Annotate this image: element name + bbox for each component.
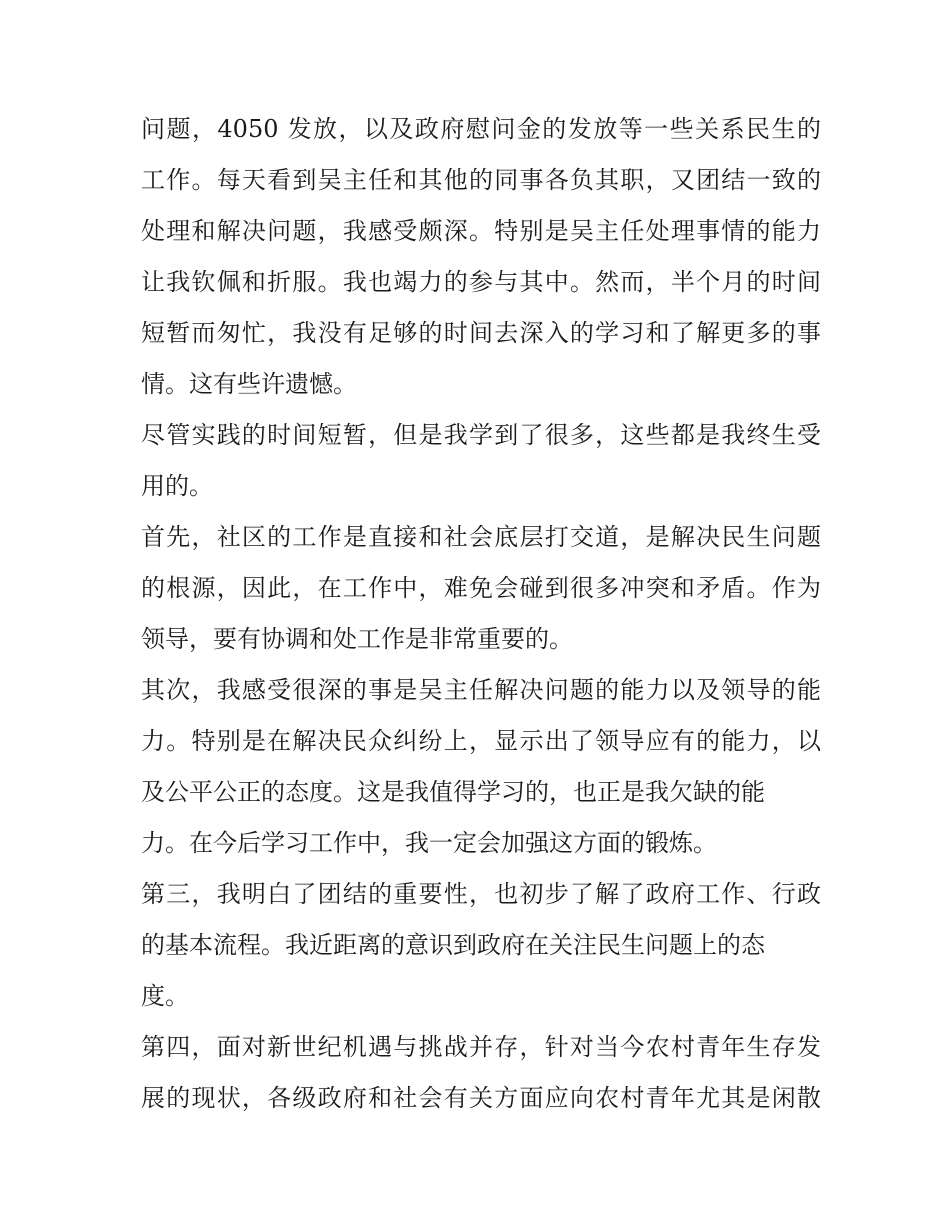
text-line: 用的。 — [141, 472, 213, 500]
text-line: 及公平公正的态度。这是我值得学习的，也正是我欠缺的能 — [141, 778, 765, 806]
text-line: 的根源，因此，在工作中，难免会碰到很多冲突和矛盾。作为 — [141, 574, 821, 602]
text-line: 力。在今后学习工作中，我一定会加强这方面的锻炼。 — [141, 829, 717, 857]
text-line: 的基本流程。我近距离的意识到政府在关注民生问题上的态 — [141, 931, 765, 959]
text-line: 第四，面对新世纪机遇与挑战并存，针对当今农村青年生存发 — [141, 1033, 821, 1061]
text-line: 让我钦佩和折服。我也竭力的参与其中。然而，半个月的时间 — [141, 268, 821, 296]
text-line: 首先，社区的工作是直接和社会底层打交道，是解决民生问题 — [141, 523, 821, 551]
text-line: 情。这有些许遗憾。 — [141, 370, 357, 398]
text-line: 尽管实践的时间短暂，但是我学到了很多，这些都是我终生受 — [141, 421, 821, 449]
text-line: 力。特别是在解决民众纠纷上，显示出了领导应有的能力，以 — [141, 727, 821, 755]
text-line: 短暂而匆忙，我没有足够的时间去深入的学习和了解更多的事 — [141, 319, 821, 347]
text-line: 问题，4050 发放，以及政府慰问金的发放等一些关系民生的 — [141, 115, 821, 143]
text-line: 其次，我感受很深的事是吴主任解决问题的能力以及领导的能 — [141, 676, 821, 704]
document-body — [141, 104, 821, 1124]
text-line: 展的现状，各级政府和社会有关方面应向农村青年尤其是闲散 — [141, 1084, 821, 1112]
text-line: 工作。每天看到吴主任和其他的同事各负其职，又团结一致的 — [141, 166, 821, 194]
text-line: 度。 — [141, 982, 189, 1010]
text-line: 第三，我明白了团结的重要性，也初步了解了政府工作、行政 — [141, 880, 821, 908]
text-line: 处理和解决问题，我感受颇深。特别是吴主任处理事情的能力 — [141, 217, 821, 245]
text-line: 领导，要有协调和处工作是非常重要的。 — [141, 625, 573, 653]
